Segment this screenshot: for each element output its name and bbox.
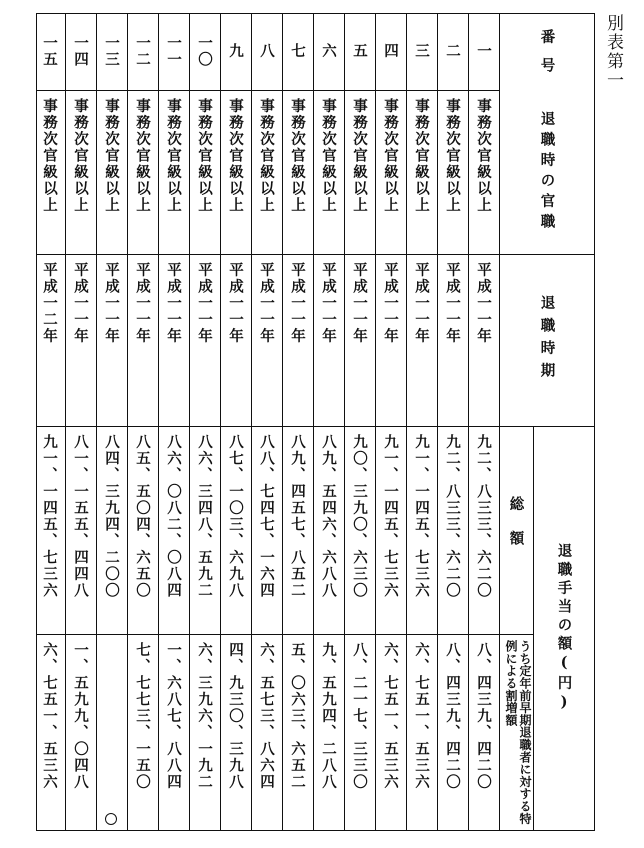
row-premium: 六、七五一、五三六 [382,642,399,791]
row-number: 三 [413,43,430,60]
header-number: 番号 [538,29,556,86]
row-premium: 六、三九六、一九二 [196,642,213,791]
row-total: 九一、一四五、七三六 [413,434,430,599]
row-timing: 平成一一年 [320,262,337,345]
row-timing: 平成一二年 [41,262,58,345]
row-premium-zero [105,813,117,825]
row-position: 事務次官級以上 [258,98,275,214]
row-premium: 一、六八七、八八四 [165,642,182,791]
row-total: 九二、八三三、六二〇 [475,434,492,599]
retirement-allowance-table [36,13,595,831]
row-position: 事務次官級以上 [165,98,182,214]
row-total: 八七、一〇三、六九八 [227,434,244,599]
row-number: 五 [351,43,368,60]
row-position: 事務次官級以上 [320,98,337,214]
row-timing: 平成一一年 [196,262,213,345]
row-timing: 平成一一年 [444,262,461,345]
row-premium: 六、七五一、五三六 [413,642,430,791]
row-total: 八四、三九四、二〇〇 [103,434,120,599]
row-position: 事務次官級以上 [196,98,213,214]
row-number: 一二 [134,35,151,68]
row-position: 事務次官級以上 [134,98,151,214]
row-position: 事務次官級以上 [103,98,120,214]
row-timing: 平成一一年 [134,262,151,345]
row-total: 八九、四五七、八五二 [289,434,306,599]
row-premium: 六、五七三、八六四 [258,642,275,791]
row-number: 一〇 [196,35,213,68]
row-premium: 九、五九四、二八八 [320,642,337,791]
row-total: 八六、〇八二、〇八四 [165,434,182,599]
row-number: 七 [289,43,306,60]
row-total: 九一、一四五、七三六 [41,434,58,599]
row-premium: 五、〇六三、六五二 [289,642,306,791]
row-timing: 平成一一年 [289,262,306,345]
row-position: 事務次官級以上 [444,98,461,214]
row-position: 事務次官級以上 [41,98,58,214]
row-number: 一一 [165,35,182,68]
row-timing: 平成一一年 [103,262,120,345]
row-premium: 八、四三九、四二〇 [475,642,492,791]
row-premium: 八、四三九、四二〇 [444,642,461,791]
header-amount-group: 退職手当の額(円) [555,542,573,715]
row-premium: 六、七五一、五三六 [41,642,58,791]
row-timing: 平成一一年 [475,262,492,345]
row-position: 事務次官級以上 [413,98,430,214]
row-premium: 一、五九九、〇四八 [72,642,89,791]
row-total: 八六、三四八、五九二 [196,434,213,599]
row-timing: 平成一一年 [351,262,368,345]
row-position: 事務次官級以上 [382,98,399,214]
row-total: 九一、一四五、七三六 [382,434,399,599]
row-timing: 平成一一年 [382,262,399,345]
header-position: 退職時の官職 [538,110,556,234]
row-timing: 平成一一年 [165,262,182,345]
row-total: 九〇、三九〇、六三〇 [351,434,368,599]
header-premium: うち定年前早期退職者に対する特例による割増額 [504,640,532,825]
row-premium: 八、二一七、三三〇 [351,642,368,791]
row-timing: 平成一一年 [258,262,275,345]
row-position: 事務次官級以上 [475,98,492,214]
row-timing: 平成一一年 [72,262,89,345]
row-position: 事務次官級以上 [289,98,306,214]
row-number: 八 [258,43,275,60]
row-number: 九 [227,43,244,60]
row-number: 四 [382,43,399,60]
row-number: 一三 [103,35,120,68]
row-timing: 平成一一年 [227,262,244,345]
row-total: 八九、五四六、六八八 [320,434,337,599]
row-number: 一 [475,43,492,60]
row-number: 六 [320,43,337,60]
row-position: 事務次官級以上 [227,98,244,214]
row-position: 事務次官級以上 [72,98,89,214]
row-number: 一四 [72,35,89,68]
row-total: 八五、五〇四、六五〇 [134,434,151,599]
row-total: 九二、八三三、六二〇 [444,434,461,599]
row-premium: 七、七七三、一五〇 [134,642,151,791]
page-title: 別表第一 [603,14,623,90]
header-total: 総額 [507,495,525,565]
row-number: 二 [444,43,461,60]
row-total: 八八、七四七、一六四 [258,434,275,599]
row-position: 事務次官級以上 [351,98,368,214]
header-timing: 退職時期 [538,295,556,385]
row-premium: 四、九三〇、三九八 [227,642,244,791]
row-timing: 平成一一年 [413,262,430,345]
row-total: 八一、一五五、四四八 [72,434,89,599]
row-number: 一五 [41,35,58,68]
